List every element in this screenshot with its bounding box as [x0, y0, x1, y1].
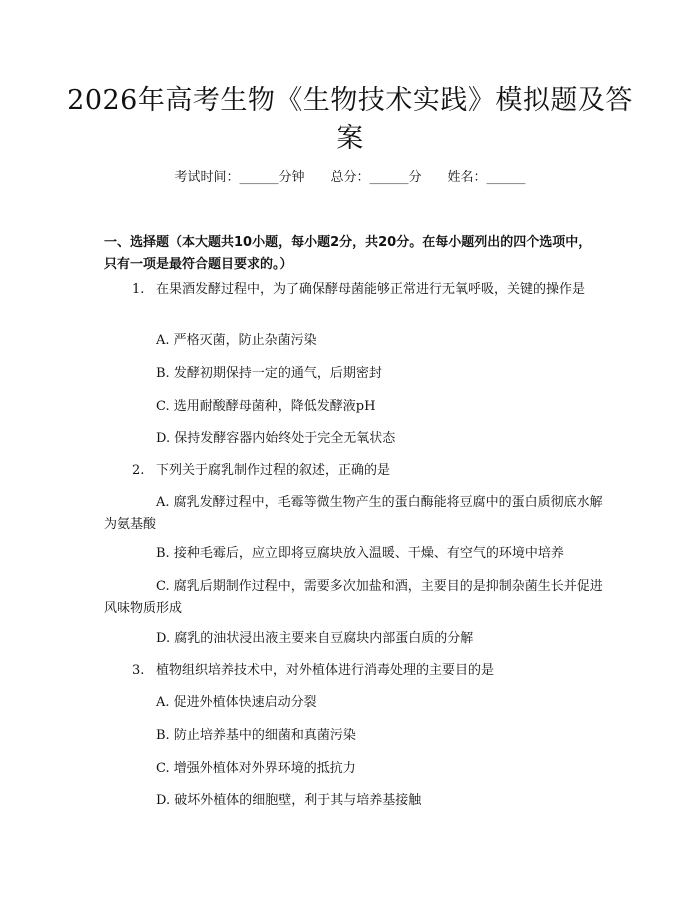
- question-2-option-b: B. 接种毛霉后，应立即将豆腐块放入温暖、干燥、有空气的环境中培养: [156, 546, 564, 561]
- question-2-option-a: A. 腐乳发酵过程中，毛霉等微生物产生的蛋白酶能将豆腐中的蛋白质彻底水解为氨基酸: [104, 495, 603, 532]
- question-3-option-c: C. 增强外植体对外界环境的抵抗力: [156, 761, 356, 776]
- question-1-option-b: B. 发酵初期保持一定的通气，后期密封: [156, 366, 382, 381]
- question-1-stem: [104, 279, 604, 301]
- exam-info-line: [0, 169, 700, 187]
- question-number: 3.: [132, 663, 145, 678]
- question-text: 植物组织培养技术中，对外植体进行消毒处理的主要目的是: [156, 663, 495, 678]
- question-3-option-a: A. 促进外植体快速启动分裂: [156, 695, 317, 710]
- question-2-option-d: D. 腐乳的油状浸出液主要来自豆腐块内部蛋白质的分解: [156, 631, 474, 646]
- question-3-option-b: B. 防止培养基中的细菌和真菌污染: [156, 728, 356, 743]
- total-score-field: 总分：______分: [330, 170, 422, 185]
- question-3-stem: [104, 660, 604, 682]
- exam-time-field: 考试时间：______分钟: [174, 170, 305, 185]
- question-1-option-a: A. 严格灭菌，防止杂菌污染: [156, 333, 317, 348]
- question-number: 1.: [132, 282, 145, 297]
- question-number: 2.: [132, 463, 145, 478]
- section-heading: 一、选择题（本大题共10小题，每小题2分，共20分。在每小题列出的四个选项中，只有一项是最符合题目要求的。）: [104, 235, 592, 272]
- question-1-option-c: C. 选用耐酸酵母菌种，降低发酵液pH: [156, 399, 376, 414]
- document-title: 2026年高考生物《生物技术实践》模拟题及答案: [67, 85, 633, 154]
- question-text: 下列关于腐乳制作过程的叙述，正确的是: [156, 463, 391, 478]
- student-name-field: 姓名：______: [447, 170, 526, 185]
- question-2-stem: [104, 460, 604, 482]
- question-2-option-c: C. 腐乳后期制作过程中，需要多次加盐和酒，主要目的是抑制杂菌生长并促进风味物质形成: [104, 579, 603, 616]
- question-1-option-d: D. 保持发酵容器内始终处于完全无氧状态: [156, 431, 396, 446]
- question-3-option-d: D. 破坏外植体的细胞壁，利于其与培养基接触: [156, 793, 422, 808]
- question-text: 在果酒发酵过程中，为了确保酵母菌能够正常进行无氧呼吸，关键的操作是: [156, 282, 586, 297]
